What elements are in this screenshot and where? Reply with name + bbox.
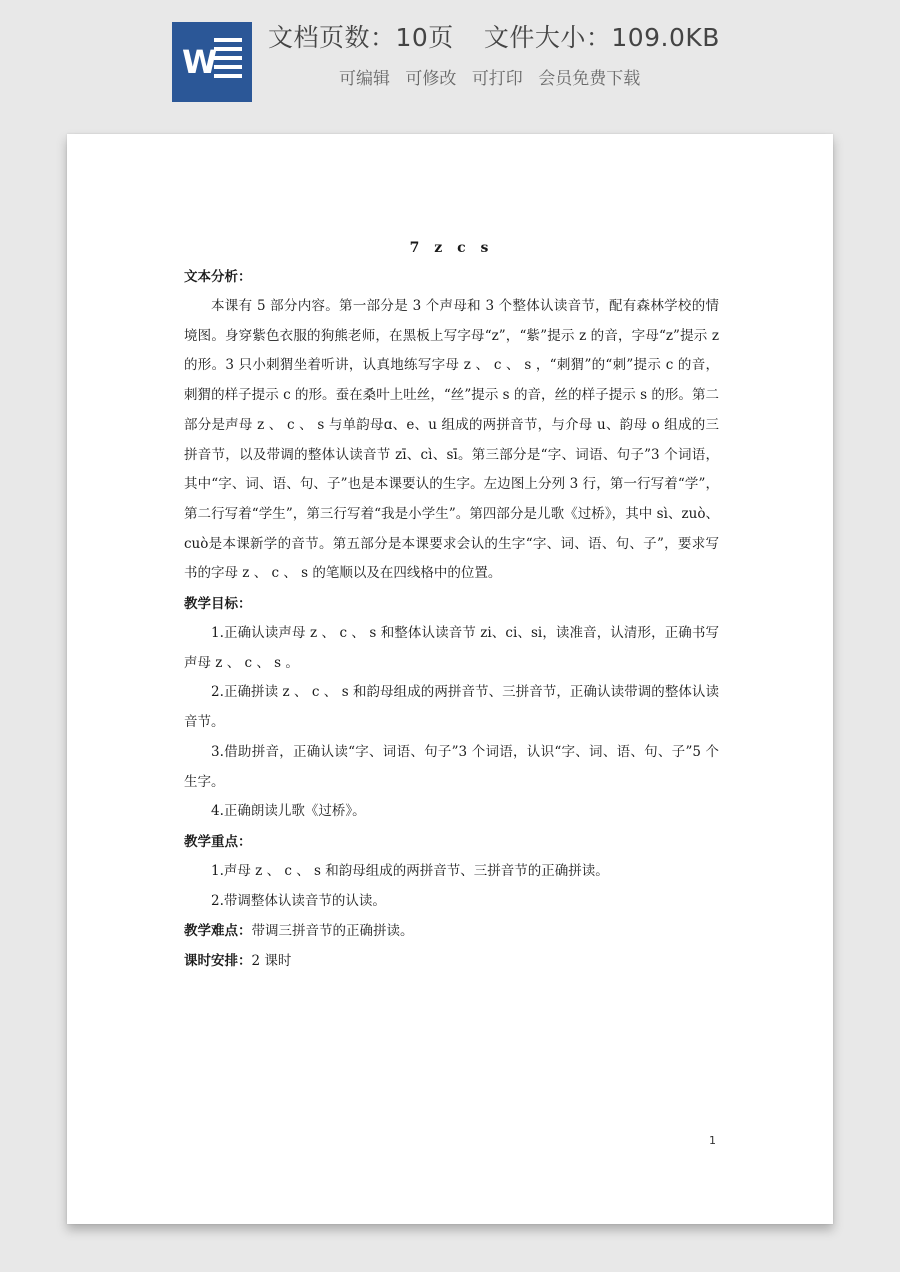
goal-item: 1.正确认读声母 z 、 c 、 s 和整体认读音节 zi、ci、si，读准音，认清形，正确书写声母 z 、 c 、 s 。 <box>184 625 719 671</box>
schedule-line <box>184 946 719 976</box>
document-title: 7 z c s <box>409 240 494 256</box>
document-content <box>184 234 719 976</box>
file-size-label: 文件大小：109.0KB <box>483 23 720 52</box>
document-page <box>67 134 833 1224</box>
difficulty-heading: 教学难点： <box>184 923 252 940</box>
difficulty-text: 带调三拼音节的正确拼读。 <box>251 923 414 940</box>
page-number: 1 <box>709 1134 716 1147</box>
key-point-item: 2.带调整体认读音节的认读。 <box>211 892 386 909</box>
feature-editable: 可编辑 <box>339 69 390 89</box>
schedule-heading: 课时安排： <box>184 953 252 970</box>
goal-item: 3.借助拼音，正确认读“字、词语、句子”3 个词语，认识“字、词、语、句、子”5 个生字。 <box>184 743 719 790</box>
schedule-text: 2 课时 <box>251 953 292 970</box>
feature-modifiable: 可修改 <box>405 69 457 89</box>
analysis-paragraph: 本课有 5 部分内容。第一部分是 3 个声母和 3 个整体认读音节，配有森林学校的情境图。身穿紫色衣服的狗熊老师，在黑板上写字母“z”，“紫”提示 z 的音，字母“z”提示 z 的形。3 只小刺猬坐着听讲，认真地练写字母 z 、 c 、 s ，“刺猬”的“刺”提示 c 的音，刺猬的样子提示 c 的形。蚕在桑叶上吐丝，“丝”提示 s 的音，丝的样子提示 s 的形。第二部分是声母 z 、 c 、 s 与单韵母ɑ、e、u 组成的两拼音节，与介母 u、韵母 o 组成的三拼音节，以及带调的整体认读音节 zī、cì、sī。第三部分是“字、词语、句子”3 个词语，其中“字、词、语、句、子”也是本课要认的生字。左边图上分列 3 行，第一行写着“学”，第二行写着“学生”，第三行写着“我是小学生”。第四部分是儿歌《过桥》，其中 sì、zuò、cuò是本课新学的音节。第五部分是本课要求会认的生字“字、词、语、句、子”，要求写书的字母 z 、 c 、 s 的笔顺以及在四线格中的位置。 <box>184 298 719 582</box>
word-icon-letter: W <box>182 43 218 81</box>
word-document-icon <box>172 22 252 102</box>
key-points-heading: 教学重点： <box>184 833 252 850</box>
feature-member-download: 会员免费下载 <box>538 69 641 89</box>
goal-item: 4.正确朗读儿歌《过桥》。 <box>211 803 366 820</box>
key-point-item: 1.声母 z 、 c 、 s 和韵母组成的两拼音节、三拼音节的正确拼读。 <box>211 862 609 879</box>
banner-features <box>339 64 650 94</box>
download-banner <box>0 0 900 120</box>
goals-heading: 教学目标： <box>184 596 252 613</box>
page-count-label: 文档页数：10页 <box>268 23 454 52</box>
feature-printable: 可打印 <box>471 69 523 89</box>
banner-title <box>268 18 720 58</box>
difficulty-line <box>184 916 719 946</box>
analysis-heading: 文本分析： <box>184 269 252 285</box>
goal-item: 2.正确拼读 z 、 c 、 s 和韵母组成的两拼音节、三拼音节，正确认读带调的整体认读音节。 <box>184 684 719 731</box>
